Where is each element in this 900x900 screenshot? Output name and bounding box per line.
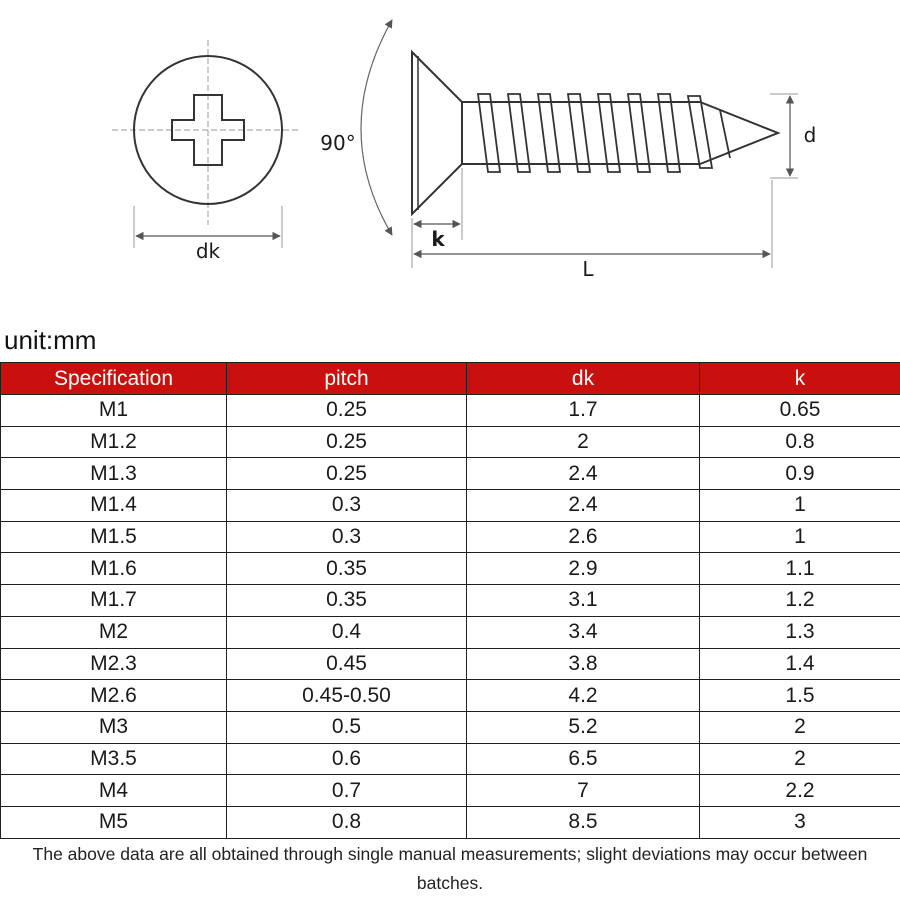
table-cell: 1.1 (700, 553, 900, 585)
table-cell: 0.35 (227, 553, 467, 585)
d-label: d (803, 123, 817, 147)
table-row (1, 426, 900, 458)
table-cell: 0.6 (227, 743, 467, 775)
table-cell: 8.5 (467, 806, 700, 838)
table-cell: 2.4 (467, 458, 700, 490)
table-cell: 7 (467, 775, 700, 807)
table-row (1, 680, 900, 712)
table-cell: 4.2 (467, 680, 700, 712)
L-label: L (582, 257, 594, 281)
table-cell: M1 (1, 395, 227, 427)
table-cell: 1.3 (700, 616, 900, 648)
table-cell: 1 (700, 521, 900, 553)
table-cell: 2 (467, 426, 700, 458)
table-row (1, 395, 900, 427)
spec-table (0, 362, 900, 839)
table-header-row (1, 363, 900, 395)
table-cell: 0.5 (227, 711, 467, 743)
table-cell: 2 (700, 711, 900, 743)
table-cell: 0.25 (227, 426, 467, 458)
table-cell: 0.25 (227, 395, 467, 427)
table-cell: 2.6 (467, 521, 700, 553)
table-cell: M1.3 (1, 458, 227, 490)
table-cell: 1.7 (467, 395, 700, 427)
table-cell: 2.2 (700, 775, 900, 807)
table-cell: M2.3 (1, 648, 227, 680)
table-cell: 3.8 (467, 648, 700, 680)
table-row (1, 711, 900, 743)
table-cell: M3.5 (1, 743, 227, 775)
dk-label: dk (195, 239, 221, 263)
table-cell: M1.2 (1, 426, 227, 458)
table-row (1, 585, 900, 617)
table-cell: M5 (1, 806, 227, 838)
table-cell: 2 (700, 743, 900, 775)
table-body (1, 395, 900, 839)
table-row (1, 458, 900, 490)
table-cell: 1.2 (700, 585, 900, 617)
screw-head-top-view (112, 40, 300, 263)
table-cell: 0.3 (227, 490, 467, 522)
table-row (1, 648, 900, 680)
table-cell: 1.4 (700, 648, 900, 680)
angle-label: 90° (320, 131, 356, 155)
measurement-note: The above data are all obtained through single manual measurements; slight deviations may occur between batches. (32, 844, 868, 893)
table-cell: M1.4 (1, 490, 227, 522)
unit-label: unit:mm (4, 325, 97, 355)
table-cell: 1.5 (700, 680, 900, 712)
screw-dimension-diagram (0, 0, 900, 320)
column-header-k: k (700, 363, 900, 395)
column-header-pitch: pitch (227, 363, 467, 395)
table-cell: 0.8 (227, 806, 467, 838)
table-cell: 0.7 (227, 775, 467, 807)
table-cell: 0.9 (700, 458, 900, 490)
table-row (1, 806, 900, 838)
table-row (1, 490, 900, 522)
table-cell: 5.2 (467, 711, 700, 743)
table-cell: 0.3 (227, 521, 467, 553)
table-cell: 6.5 (467, 743, 700, 775)
table-cell: M1.6 (1, 553, 227, 585)
table-cell: M1.5 (1, 521, 227, 553)
table-row (1, 553, 900, 585)
screw-side-view (320, 20, 816, 281)
table-cell: 0.65 (700, 395, 900, 427)
table-cell: 3.1 (467, 585, 700, 617)
table-cell: 0.8 (700, 426, 900, 458)
table-cell: 1 (700, 490, 900, 522)
table-cell: 0.25 (227, 458, 467, 490)
table-cell: 0.4 (227, 616, 467, 648)
table-cell: 0.35 (227, 585, 467, 617)
k-label: k (431, 227, 445, 251)
table-cell: M2 (1, 616, 227, 648)
table-cell: M2.6 (1, 680, 227, 712)
table-cell: 2.4 (467, 490, 700, 522)
column-header-dk: dk (467, 363, 700, 395)
table-cell: 0.45 (227, 648, 467, 680)
table-cell: M1.7 (1, 585, 227, 617)
table-cell: 0.45-0.50 (227, 680, 467, 712)
table-cell: 3 (700, 806, 900, 838)
column-header-specification: Specification (1, 363, 227, 395)
table-row (1, 521, 900, 553)
table-cell: 2.9 (467, 553, 700, 585)
table-cell: M4 (1, 775, 227, 807)
table-row (1, 743, 900, 775)
table-row (1, 616, 900, 648)
table-cell: M3 (1, 711, 227, 743)
table-cell: 3.4 (467, 616, 700, 648)
table-row (1, 775, 900, 807)
